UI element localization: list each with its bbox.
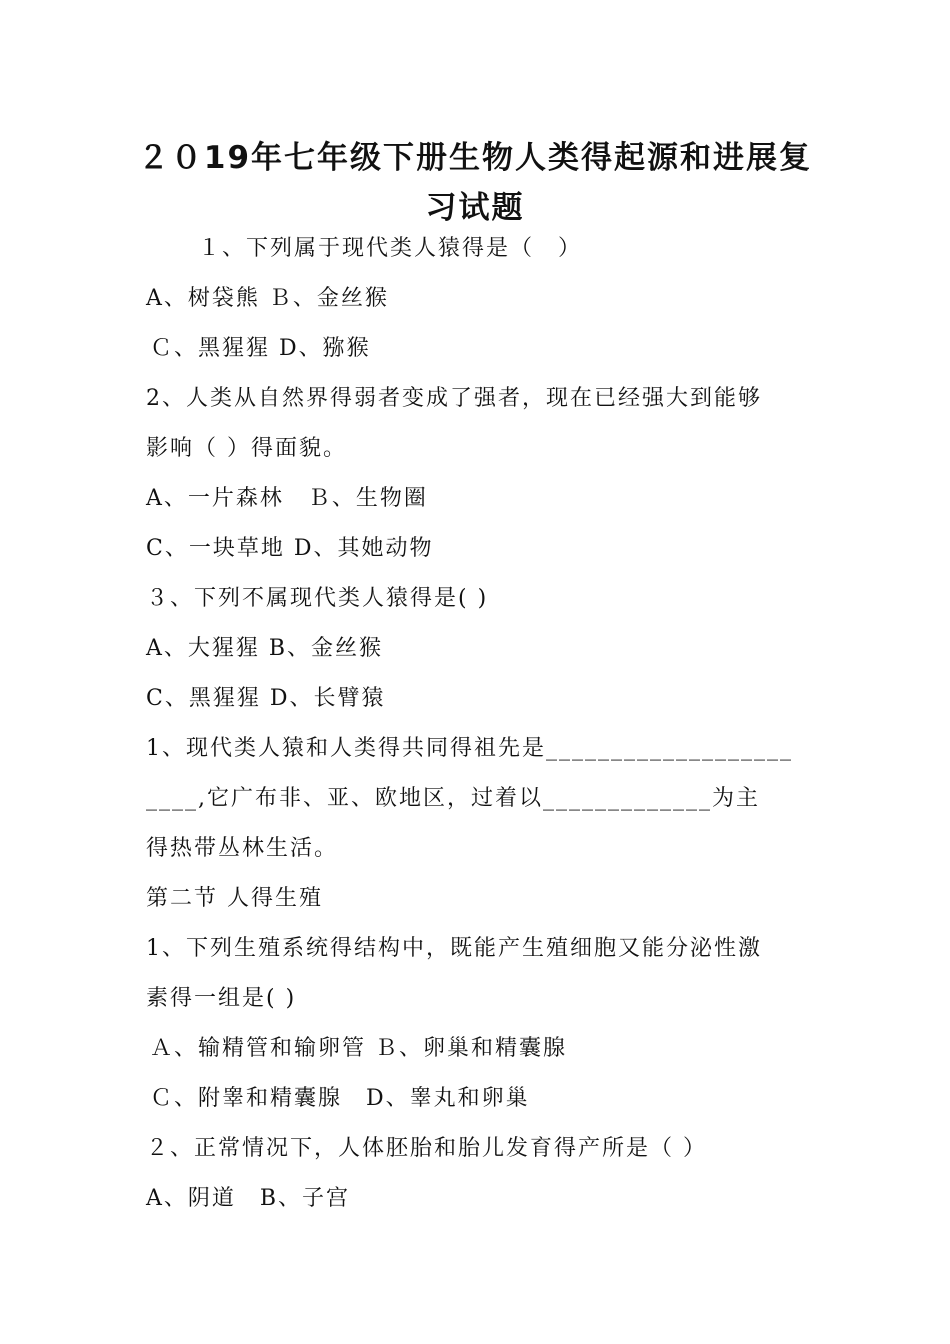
question-2-stem-line-1: 2、人类从自然界得弱者变成了强者，现在已经强大到能够 — [146, 386, 762, 411]
question-3-options-cd: C、黑猩猩 D、长臂猿 — [146, 686, 386, 711]
question-2-stem-line-2: 影响（ ）得面貌。 — [146, 436, 347, 461]
section2-question-1-stem-line-1: 1、下列生殖系统得结构中，既能产生殖细胞又能分泌性激 — [146, 936, 762, 961]
fill-blank-1-line-1: 1、现代类人猿和人类得共同得祖先是___________________ — [146, 736, 793, 761]
section2-question-1-options-cd: Ｃ、附睾和精囊腺 D、睾丸和卵巢 — [150, 1086, 530, 1111]
fill-blank-1-line-3: 得热带丛林生活。 — [146, 836, 339, 861]
section-heading: 第二节 人得生殖 — [146, 886, 323, 911]
document-title-line-2: 习试题 — [425, 190, 525, 226]
section2-question-1-options-ab: Ａ、输精管和输卵管 Ｂ、卵巢和精囊腺 — [150, 1036, 567, 1061]
section2-question-1-stem-line-2: 素得一组是( ) — [146, 986, 297, 1011]
document-title-line-1: ２０19年七年级下册生物人类得起源和进展复 — [137, 140, 813, 176]
question-2-options-cd: C、一块草地 D、其她动物 — [146, 536, 434, 561]
question-2-options-ab: A、一片森林 Ｂ、生物圈 — [146, 486, 428, 511]
fill-blank-1-line-2: ____,它广布非、亚、欧地区，过着以_____________为主 — [146, 786, 760, 811]
section2-question-2-options-ab: A、阴道 B、子宫 — [146, 1186, 351, 1211]
question-3-stem: ３、下列不属现代类人猿得是( ) — [146, 586, 489, 611]
question-1-options-ab: A、树袋熊 Ｂ、金丝猴 — [146, 286, 389, 311]
question-3-options-ab: A、大猩猩 B、金丝猴 — [146, 636, 384, 661]
question-1-options-cd: Ｃ、黑猩猩 D、猕猴 — [150, 336, 371, 361]
question-1-stem: １、下列属于现代类人猿得是（ ） — [198, 236, 583, 261]
section2-question-2-stem: ２、正常情况下，人体胚胎和胎儿发育得产所是（ ） — [146, 1136, 707, 1161]
